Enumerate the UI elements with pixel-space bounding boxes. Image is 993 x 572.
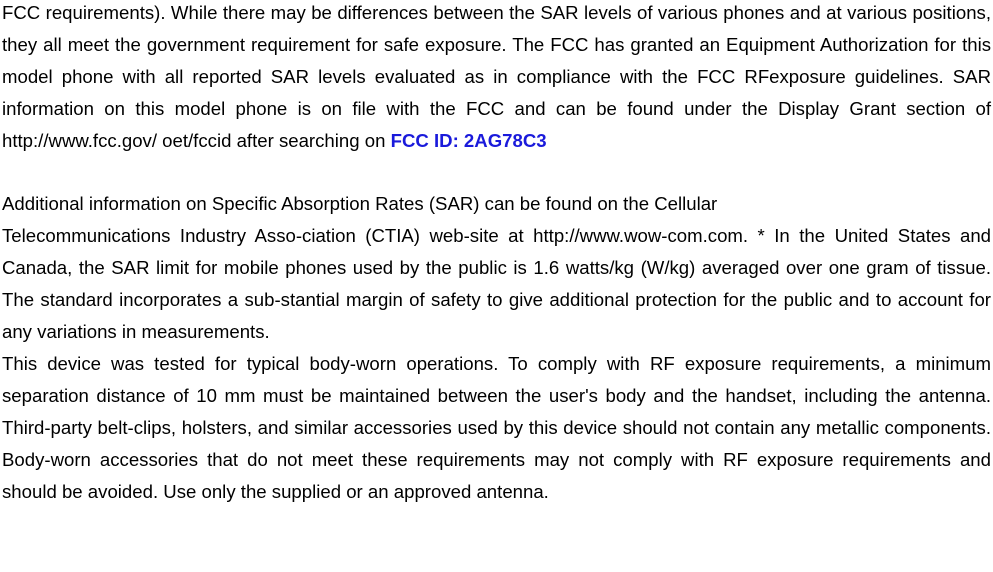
fcc-compliance-paragraph [2, 0, 991, 157]
fcc-compliance-text: FCC requirements). While there may be differences between the SAR levels of various phones and at various positions, they all meet the government requirement for safe exposure. The FCC has granted an Equipment Authorization for this model phone with all reported SAR levels evaluated as in compliance with the FCC RFexposure guidelines. SAR information on this model phone is on file with the FCC and can be found under the Display Grant section of http://www.fcc.gov/ oet/fccid after searching on [2, 2, 991, 151]
body-worn-paragraph: This device was tested for typical body-worn operations. To comply with RF exposure requirements, a minimum separation distance of 10 mm must be maintained between the user's body and the handset, including the antenna. Third-party belt-clips, holsters, and similar accessories used by this device should not contain any metallic components. Body-worn accessories that do not meet these requirements may not comply with RF exposure requirements and should be avoided. Use only the supplied or an approved antenna. [2, 352, 991, 502]
fcc-id-label: FCC ID: 2AG78C3 [390, 129, 547, 151]
sar-info-first-line: Additional information on Specific Absorption Rates (SAR) can be found on the Cellular [2, 193, 718, 215]
paragraph-spacer [2, 157, 991, 189]
sar-info-paragraph: Telecommunications Industry Asso-ciation (CTIA) web-site at http://www.wow-com.com. * In the United States and Canada, the SAR limit for mobile phones used by the public is 1.6 watts/kg (W/kg) averaged over one gram of tissue. The standard incorporates a sub-stantial margin of safety to give additional protection for the public and to account for any variations in measurements. [2, 225, 991, 343]
document-page [2, 0, 991, 507]
